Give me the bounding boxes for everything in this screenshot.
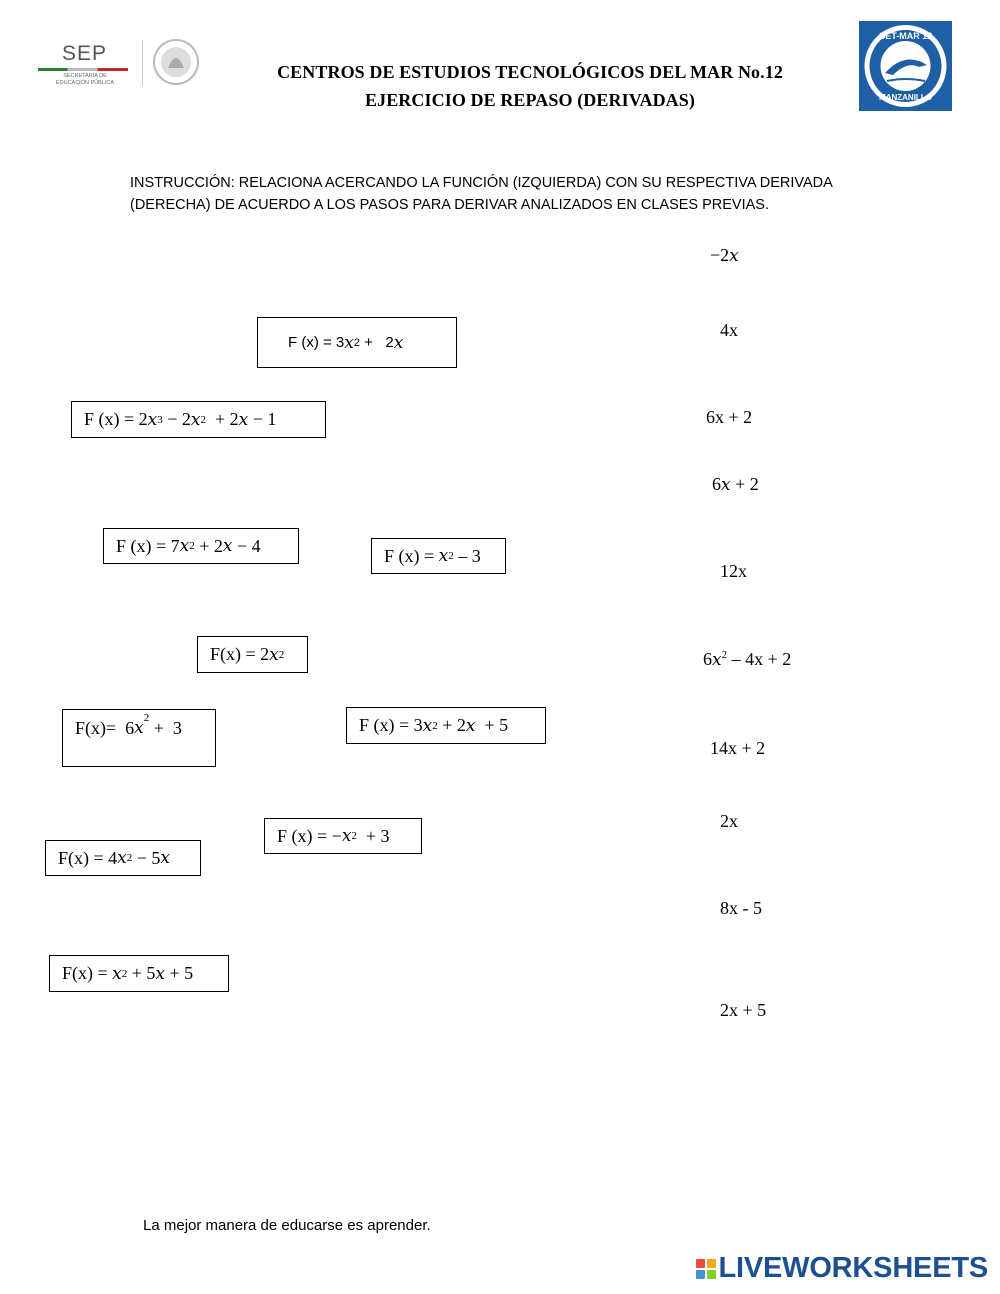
badge-top-text: CET-MAR 12: [878, 31, 933, 41]
sep-logo-stripe: [38, 68, 128, 71]
answer-4[interactable]: 6x + 2: [712, 474, 759, 495]
page-title: CENTROS DE ESTUDIOS TECNOLÓGICOS DEL MAR No.12: [277, 62, 783, 82]
answer-3[interactable]: 6x + 2: [706, 407, 753, 427]
function-box-1[interactable]: F (x) = 3 x 2 + 2 x: [257, 317, 457, 368]
function-box-5[interactable]: F(x) = 2 x 2: [197, 636, 308, 673]
function-box-2[interactable]: F (x) = 2 x 3 − 2 x 2 + 2 x − 1: [71, 401, 326, 438]
badge-bottom-text: MANZANILLO: [879, 93, 932, 102]
function-box-8[interactable]: F (x) = − x 2 + 3: [264, 818, 422, 854]
function-box-6[interactable]: F(x)= 6 x 2 + 3: [62, 709, 216, 767]
answer-7[interactable]: 14x + 2: [710, 738, 766, 758]
sep-subtitle: SECRETARÍA DE EDUCACIÓN PÚBLICA: [55, 73, 115, 86]
function-box-3[interactable]: F (x) = 7 x 2 + 2 x − 4: [103, 528, 299, 564]
answer-10[interactable]: 2x + 5: [720, 1000, 767, 1020]
liveworksheets-logo-icon: [696, 1259, 716, 1279]
answer-1[interactable]: −2x: [710, 245, 739, 266]
divider: [142, 40, 143, 86]
answer-5[interactable]: 12x: [720, 561, 747, 581]
answer-6[interactable]: $6x^2 - 4x + 2$: [703, 649, 792, 670]
instruction: INSTRUCCIÓN: RELACIONA ACERCANDO LA FUNCIÓN (IZQUIERDA) CON SU RESPECTIVA DERIVADA (DERECHA) DE ACUERDO A LOS PASOS PARA DERIVAR ANALIZADOS EN CLASES PREVIAS.: [130, 175, 833, 213]
answer-9[interactable]: 8x - 5: [720, 898, 762, 918]
function-box-10[interactable]: F(x) = x 2 + 5 x + 5: [49, 955, 229, 992]
sep-logo: [38, 42, 133, 90]
liveworksheets-text: LIVEWORKSHEETS: [718, 1252, 988, 1284]
answer-2[interactable]: 4x: [720, 320, 738, 340]
footer-quote: La mejor manera de educarse es aprender.: [143, 1217, 431, 1234]
national-seal-icon: [150, 38, 202, 86]
function-box-9[interactable]: F(x) = 4 x 2 − 5 x: [45, 840, 201, 876]
cetmar-badge-icon: [859, 21, 952, 111]
liveworksheets-watermark: [696, 1252, 989, 1285]
sep-logo-text: SEP: [62, 42, 108, 65]
function-box-4[interactable]: F (x) = x 2 – 3: [371, 538, 506, 574]
answer-8[interactable]: 2x: [720, 811, 738, 831]
page-subtitle: EJERCICIO DE REPASO (DERIVADAS): [365, 90, 695, 110]
function-box-7[interactable]: F (x) = 3 x 2 + 2 x + 5: [346, 707, 546, 744]
